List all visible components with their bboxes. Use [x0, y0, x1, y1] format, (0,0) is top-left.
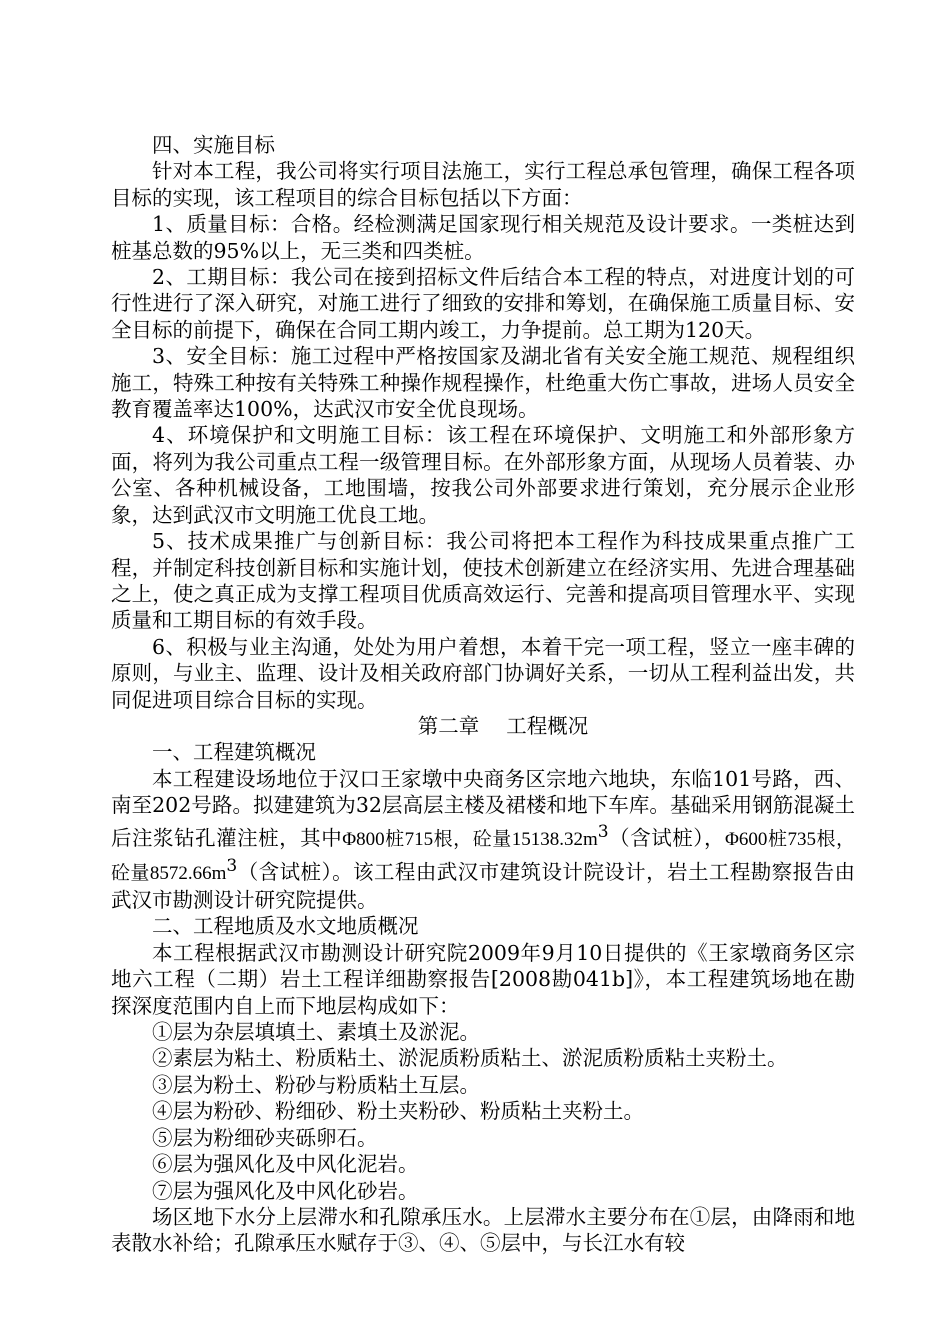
soil-layer-item: ⑦层为强风化及中风化砂岩。 — [152, 1178, 419, 1203]
document-page — [111, 132, 855, 1257]
soil-layer-item: ③层为粉土、粉砂与粉质粘土互层。 — [152, 1072, 480, 1097]
subsection-heading: 一、工程建筑概况 — [152, 740, 316, 765]
soil-layer-item: ④层为粉砂、粉细砂、粉土夹粉砂、粉质粘土夹粉土。 — [152, 1099, 644, 1124]
soil-layer-item: ⑥层为强风化及中风化泥岩。 — [152, 1152, 419, 1177]
pile-spec-600: Φ600桩735根，砼量8572.66m — [111, 828, 856, 884]
overview-text: 本工程建设场地位于汉口王家墩中央商务区宗地六地块，东临101号路，西、南至202号路。拟建建筑为32层高层主楼及裙楼和地下车库。基础采用钢筋混凝土后注浆钻孔灌注桩，其中 — [111, 766, 855, 850]
goal-item: 6、积极与业主沟通，处处为用户着想，本着干完一项工程，竖立一座丰碑的原则，与业主、监理、设计及相关政府部门协调好关系，一切从工程利益出发，共同促进项目综合目标的实现。 — [111, 634, 855, 712]
goal-item: 3、安全目标：施工过程中严格按国家及湖北省有关安全施工规范、规程组织施工，特殊工种按有关特殊工种操作规程操作，杜绝重大伤亡事故，进场人员安全教育覆盖率达100%，达武汉市安全优良现场。 — [111, 344, 855, 422]
groundwater-paragraph: 场区地下水分上层滞水和孔隙承压水。上层滞水主要分布在①层，由降雨和地表散水补给；孔隙承压水赋存于③、④、⑤层中，与长江水有较 — [111, 1204, 855, 1256]
goal-item: 2、工期目标：我公司在接到招标文件后结合本工程的特点，对进度计划的可行性进行了深入研究，对施工进行了细致的安排和筹划，在确保施工质量目标、安全目标的前提下，确保在合同工期内竣工，力争提前。总工期为120天。 — [111, 265, 855, 342]
goal-item: 5、技术成果推广与创新目标：我公司将把本工程作为科技成果重点推广工程，并制定科技创新目标和实施计划，使技术创新建立在经济实用、先进合理基础之上，使之真正成为支撑工程项目优质高效运行、完善和提高项目管理水平、实现质量和工期目标的有效手段。 — [111, 529, 855, 633]
soil-layer-item: ②素层为粘土、粉质粘土、淤泥质粉质粘土、淤泥质粉质粘土夹粉土。 — [152, 1046, 788, 1071]
overview-text: （含试桩）。该工程由武汉市建筑设计院设计，岩土工程勘察报告由武汉市勘测设计研究院提供。 — [111, 859, 856, 913]
section-intro: 针对本工程，我公司将实行项目法施工，实行工程总承包管理，确保工程各项目标的实现，该工程项目的综合目标包括以下方面： — [111, 159, 855, 210]
goal-item: 1、质量目标：合格。经检测满足国家现行相关规范及设计要求。一类桩达到桩基总数的95%以上，无三类和四类桩。 — [111, 212, 855, 263]
overview-text: （含试桩）， — [608, 825, 726, 850]
superscript-3: 3 — [597, 821, 609, 842]
building-overview-paragraph — [111, 766, 855, 914]
chapter-title: 第二章 工程概况 — [417, 713, 589, 738]
soil-layer-item: ①层为杂层填填土、素填土及淤泥。 — [152, 1020, 480, 1045]
pile-spec-800: Φ800桩715根，砼量15138.32m — [342, 828, 598, 850]
goal-item: 4、环境保护和文明施工目标：该工程在环境保护、文明施工和外部形象方面，将列为我公司重点工程一级管理目标。在外部形象方面，从现场人员着装、办公室、各种机械设备，工地围墙，按我公司外部要求进行策划，充分展示企业形象，达到武汉市文明施工优良工地。 — [111, 423, 855, 527]
subsection-heading: 二、工程地质及水文地质概况 — [152, 914, 419, 939]
superscript-3: 3 — [226, 855, 238, 876]
section-heading: 四、实施目标 — [152, 133, 275, 157]
soil-layer-item: ⑤层为粉细砂夹砾卵石。 — [152, 1125, 378, 1150]
geology-intro: 本工程根据武汉市勘测设计研究院2009年9月10日提供的《王家墩商务区宗地六工程（二期）岩土工程详细勘察报告[2008勘041b]》，本工程建筑场地在勘探深度范围内自上而下地层构成如下： — [111, 940, 855, 1018]
